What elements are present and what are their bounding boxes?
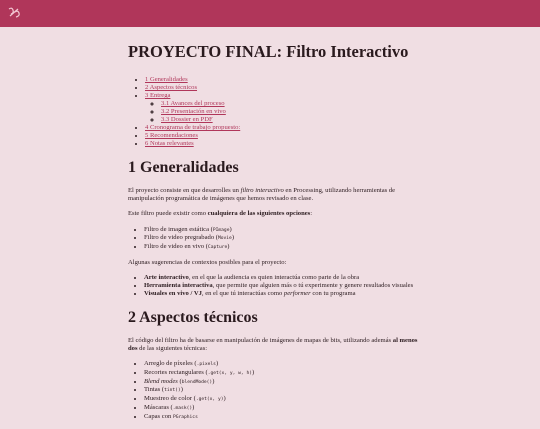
toc-item bbox=[145, 132, 418, 140]
list-item: • Arte interactivo, en el que la audiencia es quien interactúa como parte de la obra bbox=[144, 274, 418, 282]
list-item: • Máscaras (.mask()) bbox=[144, 404, 418, 413]
list-item: • Capas con PGraphics bbox=[144, 413, 418, 422]
list-item: • Visuales en vivo / VJ, en el que tú interactúas como performer con tu programa bbox=[144, 290, 418, 298]
toc-link-presentacion[interactable]: 3.2 Presentación en vivo bbox=[161, 108, 226, 115]
list-item: • Tintas (tint()) bbox=[144, 386, 418, 395]
toc-item bbox=[145, 76, 418, 84]
list-item: • Herramienta interactiva, que permite que alguien más o tú experimente y genere resultados visuales bbox=[144, 282, 418, 290]
toc-item bbox=[145, 84, 418, 92]
paragraph: El código del filtro ha de basarse en manipulación de imágenes de mapas de bits, utilizando además al menos dos de las siguientes técnicas: bbox=[128, 336, 418, 352]
list-item: • Arreglo de píxeles (.pixels) bbox=[144, 360, 418, 369]
list-item: • Recortes rectangulares (.get(x, y, w, h)) bbox=[144, 369, 418, 378]
toc-link-entrega[interactable]: 3 Entrega bbox=[145, 92, 171, 99]
section-heading-aspectos-tecnicos: 2 Aspectos técnicos bbox=[128, 308, 258, 326]
paragraph: El proyecto consiste en que desarrolles un filtro interactivo en Processing, utilizando herramientas de manipulación programática de imágenes que hemos revisado en clase. bbox=[128, 187, 396, 203]
toc-item bbox=[145, 140, 418, 148]
paragraph: Algunas sugerencias de contextos posibles para el proyecto: bbox=[128, 259, 287, 266]
section-heading-generalidades: 1 Generalidades bbox=[128, 159, 239, 176]
toc-link-notas[interactable]: 6 Notas relevantes bbox=[145, 140, 194, 147]
toc-link-avances[interactable]: 3.1 Avances del proceso bbox=[161, 100, 225, 107]
toc-subitem bbox=[161, 108, 418, 116]
options-list bbox=[128, 226, 418, 252]
toc-link-cronograma[interactable]: 4 Cronograma de trabajo propuesto: bbox=[145, 124, 241, 131]
toc-link-recomendaciones[interactable]: 5 Recomendaciones bbox=[145, 132, 198, 139]
toc-link-aspectos-tecnicos[interactable]: 2 Aspectos técnicos bbox=[145, 84, 198, 91]
toc-item bbox=[145, 124, 418, 132]
squiggle-logo-icon[interactable] bbox=[7, 6, 21, 20]
list-item: • Blend modes (blendMode()) bbox=[144, 378, 418, 387]
main-content bbox=[128, 42, 418, 429]
list-item: • Muestreo de color (.get(x, y)) bbox=[144, 395, 418, 404]
table-of-contents bbox=[128, 76, 418, 148]
list-item: • Filtro de video en vivo (Capture) bbox=[144, 243, 418, 252]
toc-item bbox=[145, 92, 418, 124]
list-item: • Filtro de imagen estática (PImage) bbox=[144, 226, 418, 235]
toc-link-dossier[interactable]: 3.3 Dossier en PDF bbox=[161, 116, 213, 123]
paragraph: Este filtro puede existir como cualquiera de las siguientes opciones: bbox=[128, 210, 313, 218]
toc-link-generalidades[interactable]: 1 Generalidades bbox=[145, 76, 188, 83]
top-bar bbox=[0, 0, 540, 27]
list-item: • Filtro de video pregrabado (Movie) bbox=[144, 234, 418, 243]
page-title: PROYECTO FINAL: Filtro Interactivo bbox=[128, 42, 409, 61]
contexts-list bbox=[128, 274, 418, 297]
toc-subitem bbox=[161, 100, 418, 108]
toc-subitem bbox=[161, 116, 418, 124]
techniques-list bbox=[128, 360, 418, 422]
